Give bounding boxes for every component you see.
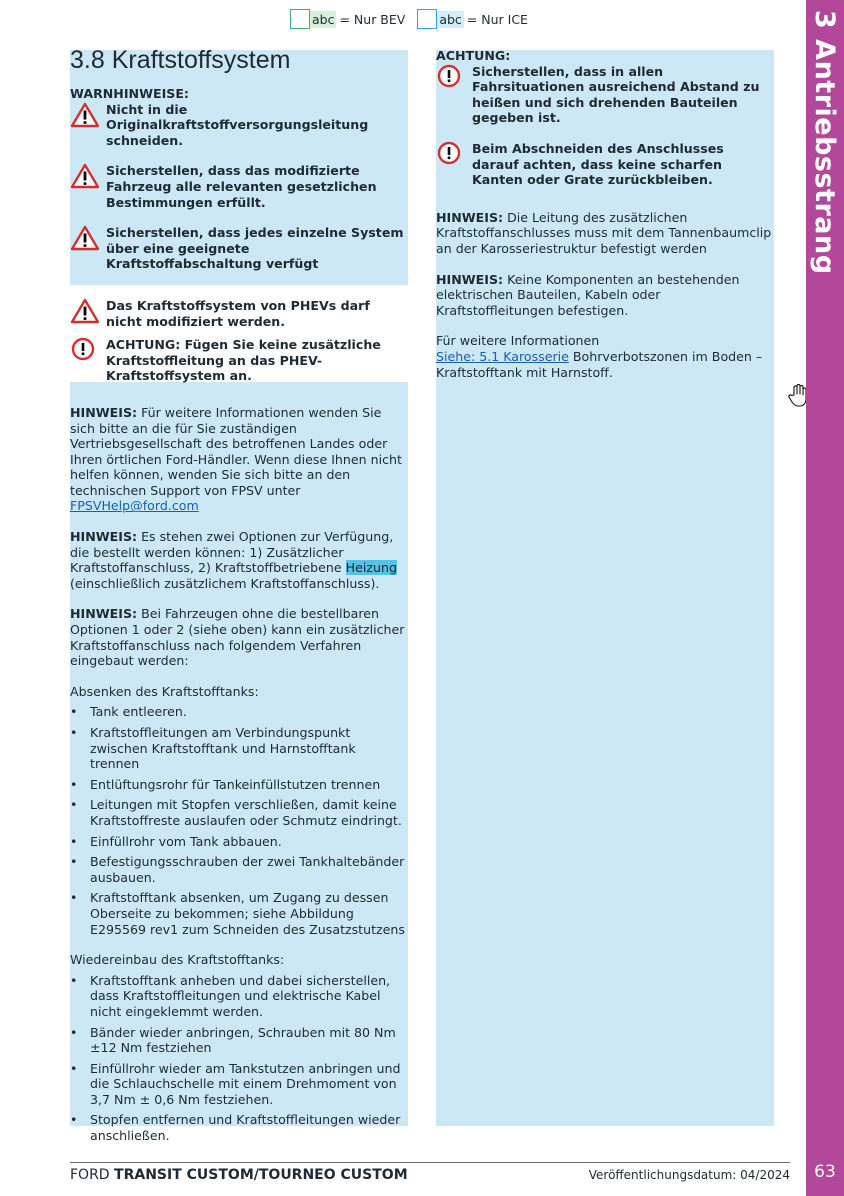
note-text: Es stehen zwei Optionen zur Verfügung, die bestellt werden können: 1) Zusätzlicher Kraftstoffanschluss, 2) Kraftstoffbetriebene xyxy=(70,529,394,576)
caution-heading: ACHTUNG: xyxy=(436,48,511,63)
note-text: (einschließlich zusätzlichem Kraftstoffanschluss). xyxy=(70,575,380,591)
note-components xyxy=(436,272,774,319)
support-email-link[interactable]: FPSVHelp@ford.com xyxy=(70,498,199,514)
caution-exclamation-icon xyxy=(70,337,106,365)
bev-label: = Nur BEV xyxy=(339,11,406,27)
refit-steps-list xyxy=(70,973,408,1144)
list-item: • Einfüllrohr vom Tank abbauen. xyxy=(70,834,408,850)
phev-warning-text: Das Kraftstoffsystem von PHEVs darf nicht modifiziert werden. xyxy=(106,297,370,329)
warning-text: Nicht in die Originalkraftstoffversorgungsleitung schneiden. xyxy=(106,101,369,148)
caution-item xyxy=(436,141,774,188)
caution-text: Sicherstellen, dass in allen Fahrsituationen ausreichend Abstand zu heißen und sich drehenden Bauteilen gegeben ist. xyxy=(472,63,760,126)
caution-item xyxy=(436,64,774,126)
warning-triangle-icon xyxy=(70,102,106,132)
note-label: HINWEIS: xyxy=(436,271,504,287)
note-label: HINWEIS: xyxy=(436,209,504,225)
right-column xyxy=(436,48,774,395)
list-item: • Entlüftungsrohr für Tankeinfüllstutzen trennen xyxy=(70,777,408,793)
warning-item xyxy=(70,225,408,272)
warning-triangle-icon xyxy=(70,298,106,328)
warning-item xyxy=(70,102,408,149)
legend xyxy=(290,9,540,29)
list-item: • Stopfen entfernen und Kraftstoffleitungen wieder anschließen. xyxy=(70,1112,408,1143)
chapter-title: 3 Antriebsstrang xyxy=(809,10,840,275)
publication-date: Veröffentlichungsdatum: 04/2024 xyxy=(588,1168,790,1182)
more-info-text: Für weitere Informationen xyxy=(436,333,600,349)
list-item: • Kraftstoffleitungen am Verbindungspunkt zwischen Kraftstofftank und Harnstofftank trennen xyxy=(70,725,408,772)
brand-prefix: FORD xyxy=(70,1167,110,1183)
page-number: 63 xyxy=(814,1162,836,1182)
bev-swatch xyxy=(290,9,310,29)
highlighted-word[interactable]: Heizung xyxy=(345,560,397,576)
phev-caution xyxy=(70,337,408,384)
phev-caution-text: ACHTUNG: Fügen Sie keine zusätzliche Kraftstoffleitung an das PHEV-Kraftstoffsystem an. xyxy=(106,337,381,384)
link-context-text: Bohrverbotszonen im Boden – Kraftstofftank mit Harnstoff. xyxy=(436,348,763,380)
note-text: Bei Fahrzeugen ohne die bestellbaren Optionen 1 oder 2 (siehe oben) kann ein zusätzlicher Kraftstoffanschluss nach folgendem Verfahren eingebaut werden: xyxy=(70,606,405,669)
note-text: Keine Komponenten an bestehenden elektrischen Bauteilen, Kabeln oder Kraftstoffleitungen befestigen. xyxy=(436,271,740,318)
left-column xyxy=(70,44,408,1159)
warning-text: Sicherstellen, dass jedes einzelne System über eine geeignete Kraftstoffabschaltung verfügt xyxy=(106,225,404,272)
caution-exclamation-icon xyxy=(436,141,472,169)
caution-exclamation-icon xyxy=(436,64,472,92)
chapter-sidebar xyxy=(806,0,844,1196)
list-item: • Einfüllrohr wieder am Tankstutzen anbringen und die Schlauchschelle mit einem Drehmoment von 3,7 Nm ± 0,6 Nm festziehen. xyxy=(70,1061,408,1108)
list-item: • Tank entleeren. xyxy=(70,704,408,720)
legend-bev xyxy=(290,9,405,29)
note-label: HINWEIS: xyxy=(70,606,138,622)
legend-ice xyxy=(417,9,528,29)
warning-text: Sicherstellen, dass das modifizierte Fahrzeug alle relevanten gesetzlichen Bestimmungen erfüllt. xyxy=(106,163,377,210)
warning-item xyxy=(70,163,408,210)
ice-sample: abc xyxy=(439,11,462,27)
page-title: 3.8 Kraftstoffsystem xyxy=(70,46,291,74)
warning-triangle-icon xyxy=(70,225,106,255)
bev-sample: abc xyxy=(312,11,335,27)
list-item: • Leitungen mit Stopfen verschließen, damit keine Kraftstoffreste auslaufen oder Schmutz eindringt. xyxy=(70,797,408,828)
hand-cursor-icon xyxy=(788,384,808,412)
list-item: • Kraftstofftank anheben und dabei sicherstellen, dass Kraftstoffleitungen und elektrische Kabel nicht eingeklemmt werden. xyxy=(70,973,408,1020)
list-item: • Kraftstofftank absenken, um Zugang zu dessen Oberseite zu bekommen; siehe Abbildung E295569 rev1 zum Schneiden des Zusatzstutzens xyxy=(70,890,408,937)
note-text: Für weitere Informationen wenden Sie sich bitte an die für Sie zuständigen Vertriebsgesellschaft des betroffenen Landes oder Ihren örtlichen Ford-Händler. Wenn diese Ihnen nicht helfen können, wenden Sie sich bitte an den technischen Support von FPSV unter xyxy=(70,404,402,498)
brand-model: TRANSIT CUSTOM/TOURNEO CUSTOM xyxy=(114,1167,408,1183)
note-text: Die Leitung des zusätzlichen Kraftstoffanschlusses muss mit dem Tannenbaumclip an der Karosseriestruktur befestigt werden xyxy=(436,209,772,256)
list-item: • Bänder wieder anbringen, Schrauben mit 80 Nm ±12 Nm festziehen xyxy=(70,1025,408,1056)
note-label: HINWEIS: xyxy=(70,404,138,420)
phev-warning xyxy=(70,298,408,329)
more-info xyxy=(436,333,774,380)
lowering-steps-list xyxy=(70,704,408,937)
ice-label: = Nur ICE xyxy=(466,11,528,27)
note-label: HINWEIS: xyxy=(70,529,138,545)
lowering-heading: Absenken des Kraftstofftanks: xyxy=(70,683,259,699)
note-contact xyxy=(70,405,408,514)
ice-swatch xyxy=(417,9,437,29)
list-item: • Befestigungsschrauben der zwei Tankhaltebänder ausbauen. xyxy=(70,854,408,885)
note-options xyxy=(70,529,408,591)
caution-text: Beim Abschneiden des Anschlusses darauf achten, dass keine scharfen Kanten oder Grate zurückbleiben. xyxy=(472,140,724,188)
note-clip xyxy=(436,210,774,257)
note-procedure xyxy=(70,606,408,668)
warnings-heading: WARNHINWEISE: xyxy=(70,86,189,101)
refit-heading: Wiedereinbau des Kraftstofftanks: xyxy=(70,952,285,968)
warning-triangle-icon xyxy=(70,163,106,193)
footer-brand xyxy=(70,1167,408,1183)
body-section-link[interactable]: Siehe: 5.1 Karosserie xyxy=(436,348,569,364)
footer xyxy=(70,1162,790,1183)
